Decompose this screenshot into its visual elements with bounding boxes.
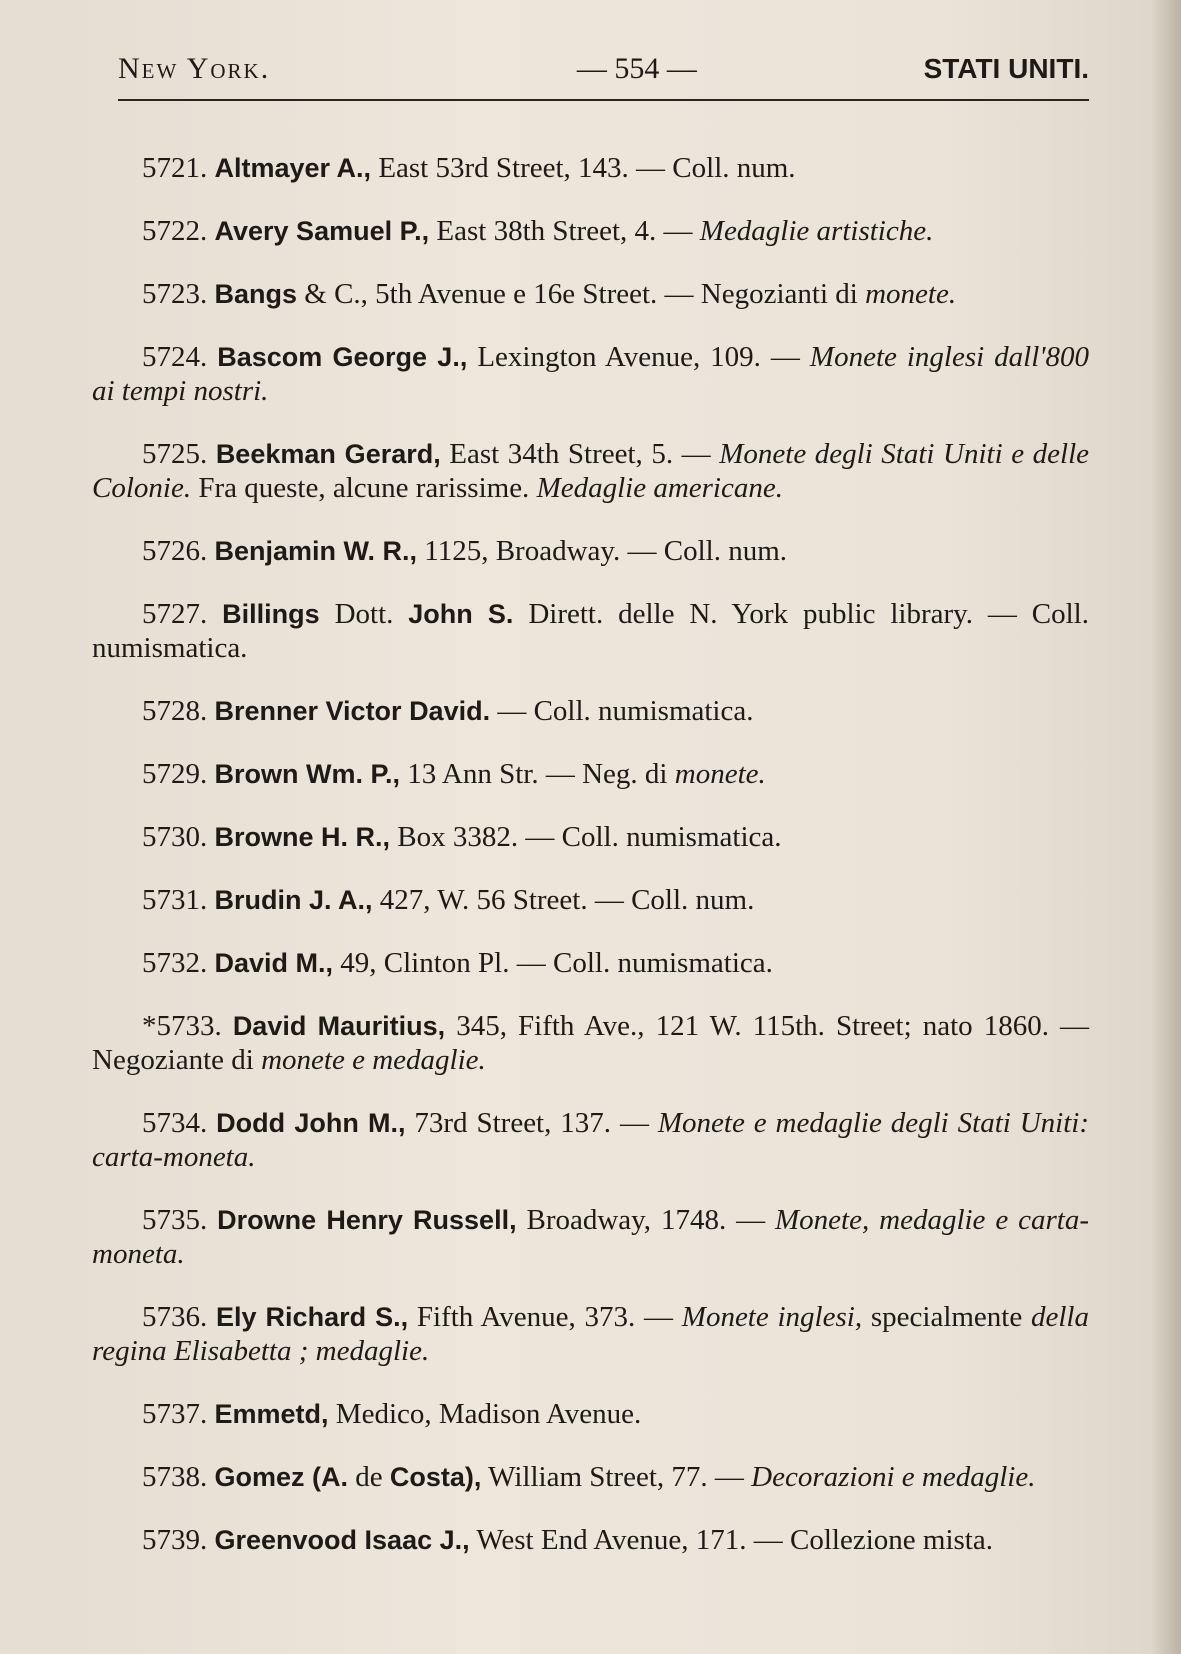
list-item: 5734. Dodd John M., 73rd Street, 137. — Monete e medaglie degli Stati Uniti: carta-moneta. (92, 1107, 1090, 1173)
list-item: *5733. David Mauritius, 345, Fifth Ave., 121 W. 115th. Street; nato 1860. — Negoziante di monete e medaglie. (92, 1010, 1090, 1076)
list-item: 5726. Benjamin W. R., 1125, Broadway. — Coll. num. (142, 535, 788, 567)
list-item: 5725. Beekman Gerard, East 34th Street, 5. — Monete degli Stati Uniti e delle Colonie. Fra queste, alcune rarissime. Medaglie americane. (92, 438, 1089, 504)
list-item: 5729. Brown Wm. P., 13 Ann Str. — Neg. di monete. (142, 758, 766, 790)
header-rule (118, 99, 1089, 101)
page-number: — 554 — (576, 52, 697, 85)
page-shadow (1151, 0, 1181, 1654)
entry-list (92, 122, 1089, 1573)
header-country: STATI UNITI. (923, 53, 1089, 84)
list-item: 5732. David M., 49, Clinton Pl. — Coll. numismatica. (142, 947, 773, 979)
list-item: 5727. Billings Dott. John S. Dirett. delle N. York public library. — Coll. numismatica. (92, 598, 1089, 664)
header-city: New York. (118, 52, 271, 85)
list-item: 5739. Greenvood Isaac J., West End Avenue, 171. — Collezione mista. (142, 1524, 993, 1556)
list-item: 5731. Brudin J. A., 427, W. 56 Street. — Coll. num. (142, 884, 755, 916)
list-item: 5736. Ely Richard S., Fifth Avenue, 373. — Monete inglesi, specialmente della regina Elisabetta ; medaglie. (92, 1301, 1089, 1367)
list-item: 5721. Altmayer A., East 53rd Street, 143. — Coll. num. (142, 152, 796, 184)
list-item: 5738. Gomez (A. de Costa), William Street, 77. — Decorazioni e medaglie. (142, 1461, 1036, 1493)
list-item: 5728. Brenner Victor David. — Coll. numismatica. (142, 695, 754, 727)
list-item: 5723. Bangs & C., 5th Avenue e 16e Street. — Negozianti di monete. (142, 278, 957, 310)
list-item: 5724. Bascom George J., Lexington Avenue, 109. — Monete inglesi dall'800 ai tempi nostri. (92, 341, 1090, 407)
running-header (118, 52, 1089, 94)
list-item: 5735. Drowne Henry Russell, Broadway, 1748. — Monete, medaglie e carta-moneta. (92, 1204, 1089, 1270)
list-item: 5730. Browne H. R., Box 3382. — Coll. numismatica. (142, 821, 782, 853)
list-item: 5737. Emmetd, Medico, Madison Avenue. (142, 1398, 642, 1430)
list-item: 5722. Avery Samuel P., East 38th Street, 4. — Medaglie artistiche. (142, 215, 934, 247)
